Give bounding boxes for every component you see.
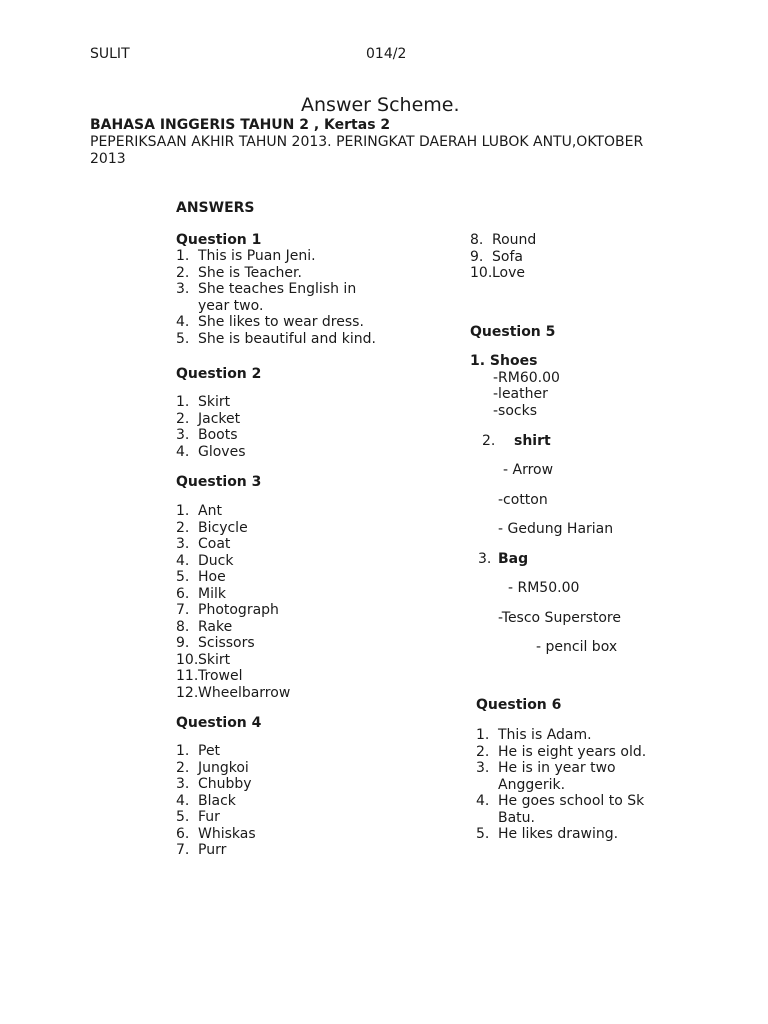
question-2-answers (176, 394, 246, 460)
question-5-item-1-detail: -RM60.00 (493, 370, 560, 386)
list-item-text: Chubby (198, 776, 252, 792)
question-4-answers-continued (470, 232, 536, 282)
list-item-text: Anggerik. (498, 776, 566, 793)
list-item (176, 314, 376, 331)
question-5-title: Question 5 (470, 324, 556, 340)
list-item (176, 776, 256, 793)
list-item-text: Pet (198, 743, 221, 759)
header-page-code: 014/2 (366, 46, 407, 62)
list-item-text: Love (492, 265, 526, 281)
list-item-text: She is beautiful and kind. (198, 330, 376, 347)
question-5-item-1: 1. Shoes (470, 353, 538, 369)
question-6-title: Question 6 (476, 697, 562, 713)
list-item-text: Whiskas (198, 825, 256, 842)
list-item-number: 10. (470, 265, 493, 281)
question-3-title: Question 3 (176, 474, 262, 490)
list-item (176, 809, 256, 826)
list-item-number: 1. (176, 394, 190, 410)
list-item-number: 11. (176, 668, 199, 684)
list-item (176, 602, 290, 619)
list-item (176, 668, 290, 685)
list-item (476, 826, 646, 843)
list-item-text: He is in year two (498, 760, 616, 776)
list-item (176, 842, 256, 859)
question-5-item-2-detail: - Arrow (503, 462, 554, 478)
list-item-text: He goes school to Sk (498, 793, 645, 809)
question-4-answers (176, 743, 256, 859)
list-item (476, 793, 646, 810)
question-6-answers (476, 727, 646, 843)
list-item-text: Skirt (198, 651, 231, 668)
question-1-title: Question 1 (176, 232, 262, 248)
list-item-number: 6. (176, 585, 190, 602)
list-item-number: 10. (176, 651, 199, 668)
list-item-text: Purr (198, 842, 227, 858)
question-5-item-1-detail: -leather (493, 386, 548, 402)
list-item-text: Fur (198, 809, 220, 825)
question-5-item-2-number: 2. (482, 433, 496, 449)
list-item-text: He is eight years old. (498, 743, 647, 760)
list-item-number: 5. (176, 330, 190, 347)
list-item (176, 520, 290, 537)
list-item-number: 3. (176, 536, 190, 552)
question-5-item-3-detail: - RM50.00 (508, 580, 580, 596)
list-item (176, 826, 256, 843)
subject-line: BAHASA INGGERIS TAHUN 2 , Kertas 2 (90, 117, 391, 133)
list-item (176, 536, 290, 553)
exam-line-2: 2013 (90, 151, 126, 167)
list-item (176, 760, 256, 777)
list-item (470, 249, 536, 266)
list-item-text: Coat (198, 536, 231, 552)
list-item (476, 760, 646, 777)
list-item-number: 4. (476, 793, 490, 809)
list-item (470, 265, 536, 282)
list-item-number: 2. (176, 264, 190, 281)
list-item (176, 619, 290, 636)
question-2-title: Question 2 (176, 366, 262, 382)
list-item-text: Boots (198, 427, 238, 443)
list-item-text: Skirt (198, 394, 231, 410)
list-item (176, 248, 376, 265)
list-item-text: This is Adam. (498, 727, 592, 743)
list-item-number: 4. (176, 792, 190, 809)
list-item-number: 3. (176, 427, 190, 443)
question-5-item-3-detail: -Tesco Superstore (498, 610, 621, 626)
list-item-number: 2. (476, 743, 490, 760)
list-item-number: 3. (176, 776, 190, 792)
list-item (176, 743, 256, 760)
list-item (176, 444, 246, 461)
list-item-number: 8. (470, 232, 484, 248)
list-item-text: He likes drawing. (498, 826, 619, 842)
page-title: Answer Scheme. (301, 94, 460, 116)
list-item (176, 298, 376, 315)
list-item-number: 2. (176, 519, 190, 536)
list-item-text: Duck (198, 552, 234, 569)
list-item (176, 281, 376, 298)
list-item (470, 232, 536, 249)
question-4-title: Question 4 (176, 715, 262, 731)
list-item (476, 777, 646, 794)
list-item (176, 394, 246, 411)
list-item-number: 8. (176, 618, 190, 635)
list-item-number: 9. (176, 635, 190, 651)
question-5-item-3: Bag (498, 551, 529, 567)
list-item-number: 1. (176, 743, 190, 759)
list-item-text: Hoe (198, 569, 226, 585)
question-5-item-2: shirt (514, 433, 551, 449)
list-item-number: 2. (176, 410, 190, 427)
list-item-text: Round (492, 232, 537, 248)
list-item-text: year two. (198, 297, 264, 314)
list-item-text: Wheelbarrow (198, 684, 291, 701)
list-item (476, 810, 646, 827)
list-item-number: 5. (476, 826, 490, 842)
exam-line-1: PEPERIKSAAN AKHIR TAHUN 2013. PERINGKAT DAERAH LUBOK ANTU,OKTOBER (90, 134, 644, 150)
list-item-text: Milk (198, 585, 226, 602)
list-item (476, 727, 646, 744)
list-item-number: 3. (176, 281, 190, 297)
list-item (176, 586, 290, 603)
list-item (176, 635, 290, 652)
list-item-number: 7. (176, 602, 190, 618)
question-5-item-1-detail: -socks (493, 403, 538, 419)
question-5-item-3-number: 3. (478, 551, 492, 567)
question-5-item-2-detail: - Gedung Harian (498, 521, 614, 537)
list-item (176, 569, 290, 586)
question-5-item-2-detail: -cotton (498, 492, 548, 508)
list-item-number: 9. (470, 248, 484, 265)
list-item-number: 4. (176, 443, 190, 460)
list-item (176, 265, 376, 282)
list-item (476, 744, 646, 761)
list-item-text: Rake (198, 618, 233, 635)
list-item-text: Batu. (498, 809, 535, 826)
list-item-number: 7. (176, 842, 190, 858)
list-item-number: 6. (176, 825, 190, 842)
list-item (176, 652, 290, 669)
question-3-answers (176, 503, 290, 701)
list-item-text: She likes to wear dress. (198, 314, 364, 330)
list-item-text: Jungkoi (198, 759, 249, 776)
list-item-text: Black (198, 792, 236, 809)
question-5-item-3-detail: - pencil box (536, 639, 618, 655)
list-item-number: 3. (476, 760, 490, 776)
list-item (176, 411, 246, 428)
list-item (176, 331, 376, 348)
list-item (176, 685, 290, 702)
header-left: SULIT (90, 46, 130, 62)
list-item-number: 1. (176, 503, 190, 519)
list-item-number: 1. (476, 727, 490, 743)
list-item-number: 12. (176, 684, 199, 701)
list-item (176, 503, 290, 520)
list-item-text: Photograph (198, 602, 279, 618)
list-item-number: 1. (176, 248, 190, 264)
answers-heading: ANSWERS (176, 200, 255, 216)
list-item-text: Sofa (492, 248, 523, 265)
list-item-number: 5. (176, 809, 190, 825)
list-item (176, 553, 290, 570)
list-item-number: 4. (176, 314, 190, 330)
list-item-text: Jacket (198, 410, 241, 427)
list-item (176, 427, 246, 444)
list-item-text: She is Teacher. (198, 264, 302, 281)
list-item-text: This is Puan Jeni. (198, 248, 316, 264)
list-item-text: Ant (198, 503, 222, 519)
list-item-text: She teaches English in (198, 281, 357, 297)
list-item-number: 4. (176, 552, 190, 569)
list-item-text: Bicycle (198, 519, 248, 536)
list-item-text: Trowel (198, 668, 243, 684)
question-1-answers (176, 248, 376, 347)
list-item (176, 793, 256, 810)
list-item-text: Scissors (198, 635, 255, 651)
list-item-number: 2. (176, 759, 190, 776)
list-item-number: 5. (176, 569, 190, 585)
list-item-text: Gloves (198, 443, 246, 460)
